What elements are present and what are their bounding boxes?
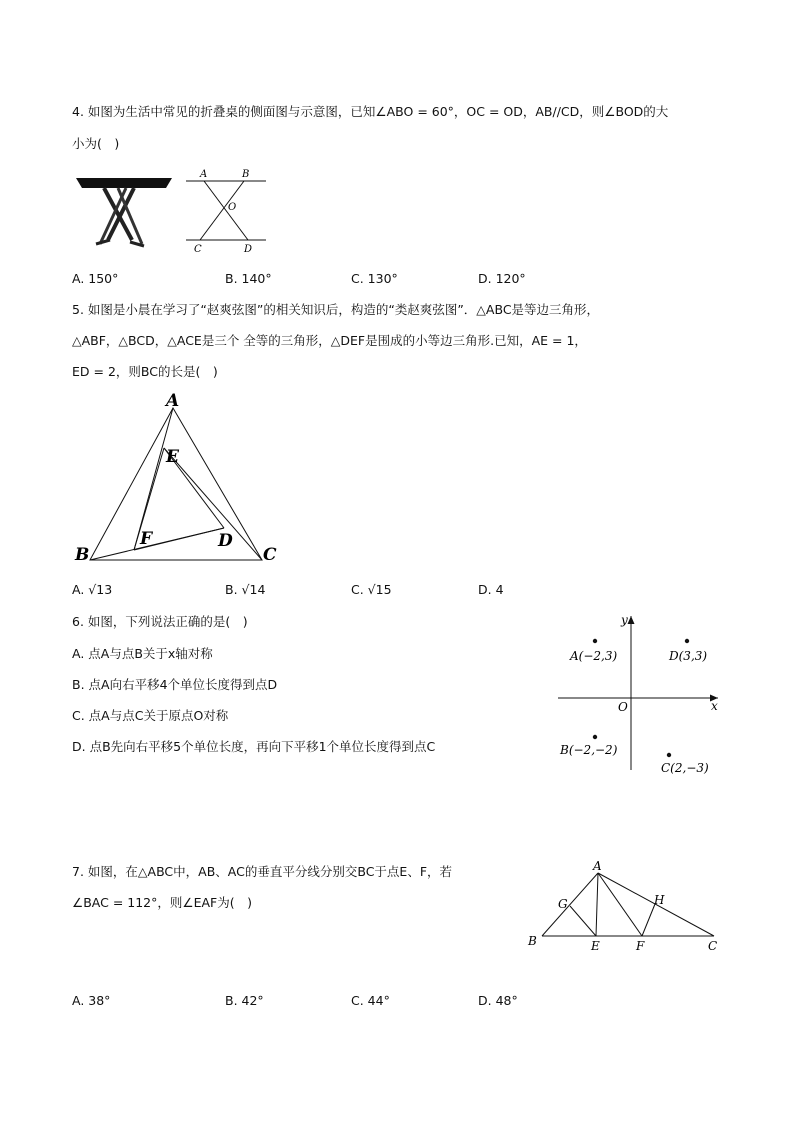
q5-stem-line1: 5. 如图是小晨在学习了“赵爽弦图”的相关知识后，构造的“类赵爽弦图”．△ABC是等边三角形， [72, 302, 600, 317]
q7-option-b[interactable]: B. 42° [225, 993, 264, 1008]
q7-option-d[interactable]: D. 48° [478, 993, 518, 1008]
q5-label-C: C [263, 545, 277, 565]
q7-label-A: A [593, 859, 602, 873]
q5-label-D: D [218, 531, 233, 551]
q7-label-G: G [558, 897, 568, 911]
q6-label-B: B(−2,−2) [560, 743, 618, 757]
q7-stem-line2: ∠BAC = 112°，则∠EAF为( ) [72, 895, 252, 910]
q5-label-B: B [75, 545, 90, 565]
q5-option-a[interactable]: A. √13 [72, 582, 113, 597]
q6-label-D: D(3,3) [669, 649, 708, 663]
q7-triangle-diagram [522, 858, 728, 958]
q5-option-b[interactable]: B. √14 [225, 582, 266, 597]
q6-stem: 6. 如图，下列说法正确的是( ) [72, 614, 248, 629]
q6-label-A: A(−2,3) [570, 649, 618, 663]
q6-option-c[interactable]: C. 点A与点C关于原点O对称 [72, 708, 229, 723]
q4-label-C: C [194, 244, 202, 255]
q6-option-b[interactable]: B. 点A向右平移4个单位长度得到点D [72, 677, 278, 692]
q6-point-D [685, 639, 689, 643]
q5-label-F: F [140, 529, 153, 549]
q5-stem-line3: ED = 2，则BC的长是( ) [72, 364, 218, 379]
q7-option-a[interactable]: A. 38° [72, 993, 111, 1008]
q4-label-A: A [200, 169, 208, 180]
q7-label-B: B [528, 934, 537, 948]
q6-label-x: x [711, 699, 718, 713]
q4-label-O: O [228, 202, 237, 213]
q6-point-C [667, 753, 671, 757]
q6-point-B [593, 735, 597, 739]
q6-option-d[interactable]: D. 点B先向右平移5个单位长度，再向下平移1个单位长度得到点C [72, 739, 436, 754]
q4-label-B: B [242, 169, 250, 180]
q7-label-E: E [591, 939, 600, 953]
folding-table-photo [74, 172, 176, 252]
q5-label-E: E [166, 447, 179, 467]
q5-label-A: A [166, 391, 180, 411]
q6-option-a[interactable]: A. 点A与点B关于x轴对称 [72, 646, 213, 661]
q6-coordinate-plane [552, 610, 728, 782]
q7-stem-line1: 7. 如图，在△ABC中，AB、AC的垂直平分线分别交BC于点E、F，若 [72, 864, 453, 879]
q4-option-c[interactable]: C. 130° [351, 271, 398, 286]
q5-option-c[interactable]: C. √15 [351, 582, 392, 597]
q4-option-a[interactable]: A. 150° [72, 271, 119, 286]
q6-label-O: O [618, 700, 628, 714]
q4-stem-line1: 4. 如图为生活中常见的折叠桌的侧面图与示意图，已知∠ABO = 60°，OC = OD，AB//CD，则∠BOD的大 [72, 104, 669, 119]
q4-option-d[interactable]: D. 120° [478, 271, 526, 286]
q6-label-y: y [621, 613, 628, 627]
q7-label-H: H [654, 893, 665, 907]
q4-label-D: D [244, 244, 253, 255]
q7-label-C: C [708, 939, 718, 953]
q6-label-C: C(2,−3) [661, 761, 709, 775]
q4-stem-line2: 小为( ) [72, 136, 120, 151]
q4-option-b[interactable]: B. 140° [225, 271, 272, 286]
q7-label-F: F [636, 939, 645, 953]
q6-point-A [593, 639, 597, 643]
q7-option-c[interactable]: C. 44° [351, 993, 390, 1008]
q5-option-d[interactable]: D. 4 [478, 582, 504, 597]
q5-stem-line2: △ABF，△BCD，△ACE是三个 全等的三角形，△DEF是围成的小等边三角形.已知，AE = 1， [72, 333, 587, 348]
q4-schematic-diagram [182, 166, 270, 256]
q5-triangle-diagram [72, 388, 286, 568]
